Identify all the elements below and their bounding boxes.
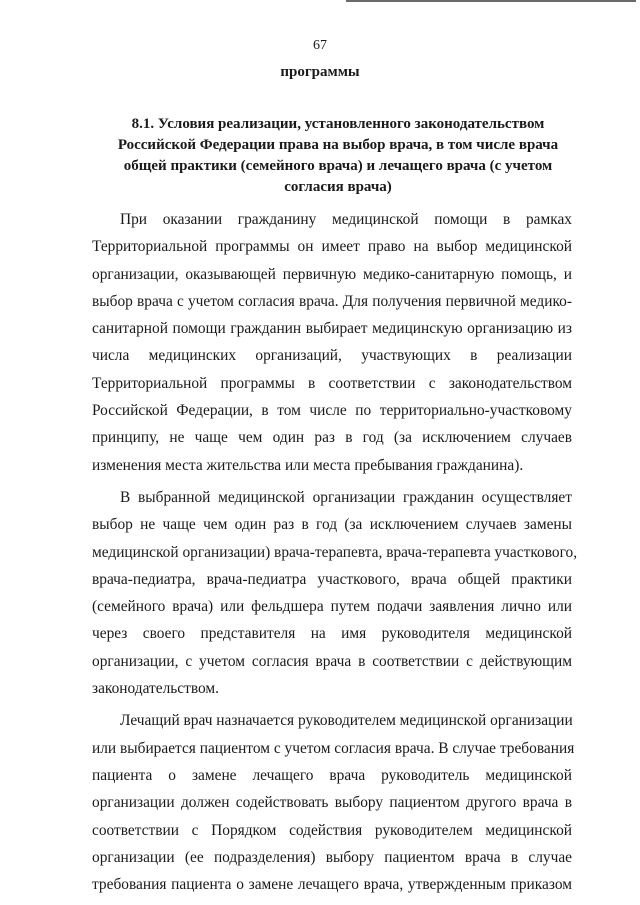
paragraph-3 — [92, 707, 575, 898]
text-line: организации (ее подразделения) выбору пациентом врача в случае — [92, 848, 572, 866]
text-line: выбор врача с учетом согласия врача. Для получения первичной медико- — [92, 292, 572, 310]
text-line: изменения места жительства или места пребывания гражданина). — [92, 456, 524, 474]
text-line: пациента о замене лечащего врача руководитель медицинской — [92, 766, 572, 784]
text-line: организации, с учетом согласия врача в соответствии с действующим — [92, 652, 572, 670]
text-line: Территориальной программы он имеет право на выбор медицинской — [92, 238, 572, 256]
text-line: (семейного врача) или фельдшера путем подачи заявления лично или — [92, 598, 572, 616]
text-line: законодательством. — [92, 680, 220, 698]
text-line: организации, оказывающей первичную медико-санитарную помощь, и — [92, 265, 572, 283]
continued-heading: программы — [280, 64, 360, 80]
top-rule — [346, 0, 636, 2]
page-number: 67 — [313, 38, 327, 53]
text-line: санитарной помощи гражданин выбирает медицинскую организацию из — [92, 320, 572, 338]
text-line: требования пациента о замене лечащего врача, утвержденным приказом — [92, 876, 572, 894]
text-line: организации должен содействовать выбору пациентом другого врача в — [92, 794, 572, 812]
section-heading — [100, 114, 576, 198]
section-heading-line: Российской Федерации права на выбор врача, в том числе врача — [117, 137, 559, 153]
section-heading-line: согласия врача) — [284, 179, 392, 195]
text-line: числа медицинских организаций, участвующих в реализации — [92, 347, 572, 365]
text-line: через своего представителя на имя руководителя медицинской — [92, 625, 572, 643]
text-line: При оказании гражданину медицинской помощи в рамках — [120, 211, 572, 228]
text-line: или выбирается пациентом с учетом согласия врача. В случае требования — [92, 739, 575, 757]
body-text — [92, 206, 578, 903]
text-line: Лечащий врач назначается руководителем медицинской организации — [120, 712, 573, 730]
text-line: принципу, не чаще чем один раз в год (за исключением случаев — [92, 429, 572, 447]
text-line: Территориальной программы в соответствии с законодательством — [92, 374, 572, 392]
section-heading-line: общей практики (семейного врача) и лечащего врача (с учетом — [123, 158, 553, 174]
text-line: выбор не чаще чем один раз в год (за исключением случаев замены — [92, 516, 572, 534]
section-heading-line: 8.1. Условия реализации, установленного законодательством — [131, 116, 545, 132]
text-line: медицинской организации) врача-терапевта, врача-терапевта участкового, — [92, 543, 578, 561]
text-line: Российской Федерации, в том числе по территориально-участковому — [92, 402, 572, 420]
paragraph-1 — [92, 206, 572, 479]
text-line: соответствии с Порядком содействия руководителем медицинской — [92, 821, 572, 839]
text-line: В выбранной медицинской организации гражданин осуществляет — [120, 488, 572, 506]
text-line: врача-педиатра, врача-педиатра участкового, врача общей практики — [92, 570, 572, 588]
paragraph-2 — [92, 484, 578, 702]
